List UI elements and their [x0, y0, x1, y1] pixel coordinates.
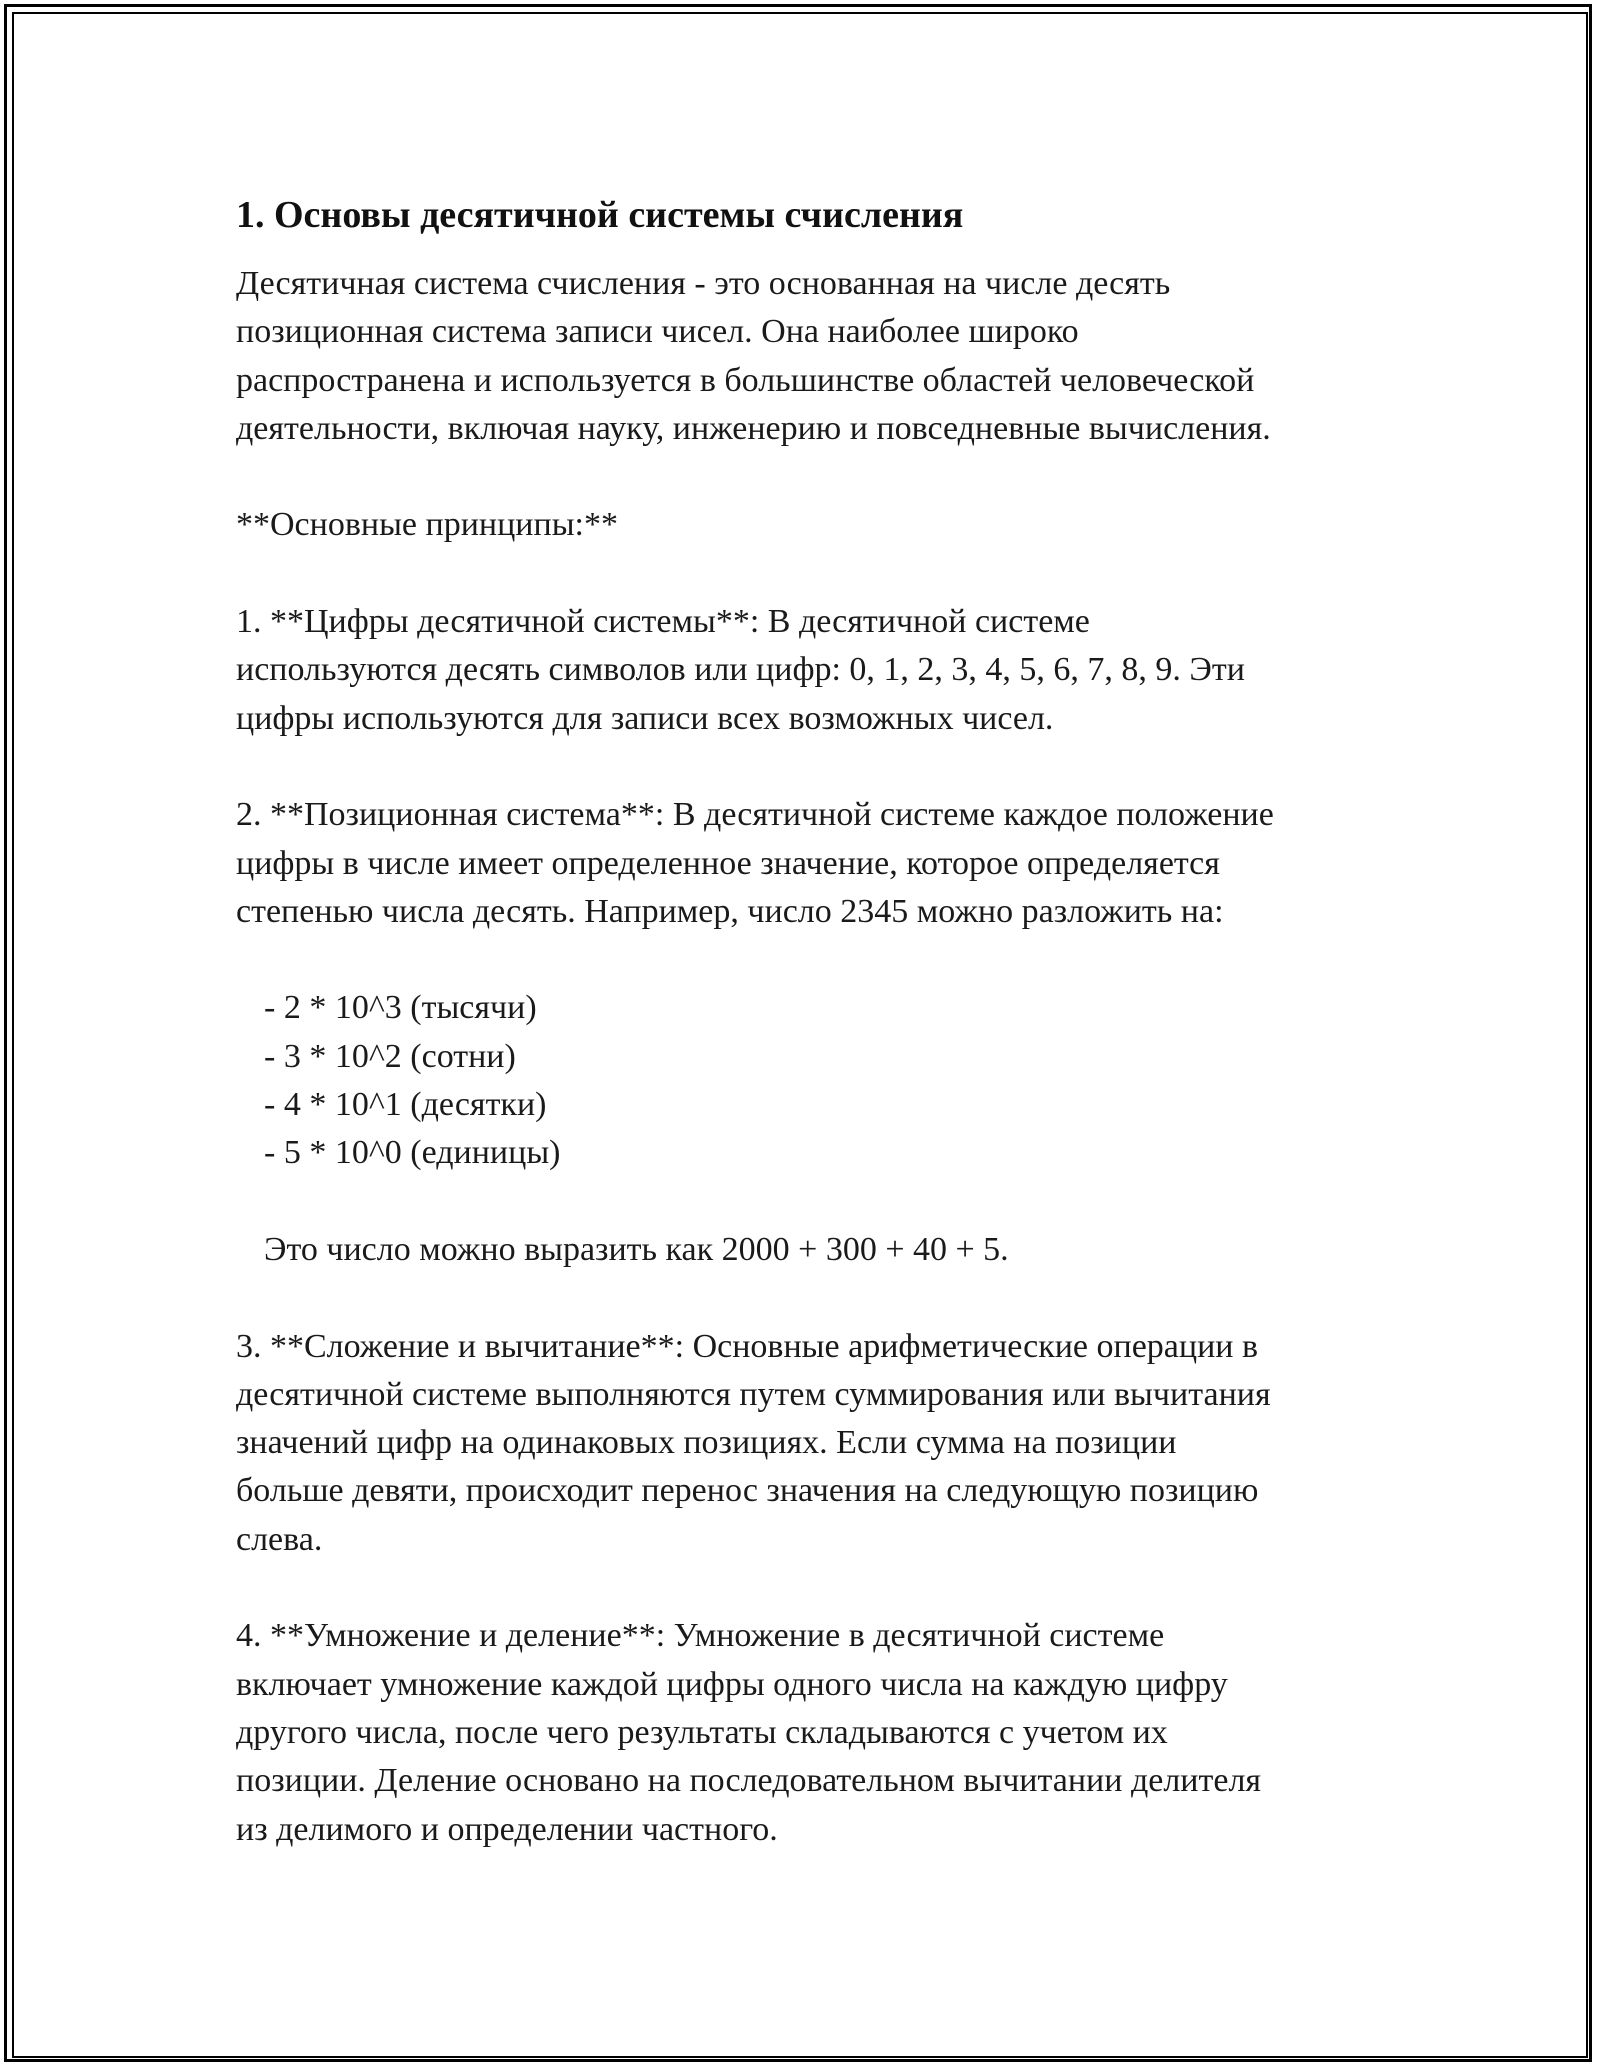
text-line: Это число можно выразить как 2000 + 300 + 40 + 5.	[264, 1230, 1009, 1268]
document-body	[236, 182, 1416, 1854]
intro-paragraph	[236, 260, 1416, 453]
expansion-item: - 3 * 10^2 (сотни)	[264, 1037, 516, 1075]
text-line: больше девяти, происходит перенос значения на следующую позицию	[236, 1472, 1259, 1510]
text-line: распространена и используется в большинстве областей человеческой	[236, 361, 1255, 399]
text-line: значений цифр на одинаковых позициях. Если сумма на позиции	[236, 1424, 1177, 1462]
section-heading: 1. Основы десятичной системы счисления	[236, 194, 964, 236]
text-line: 3. **Сложение и вычитание**: Основные арифметические операции в	[236, 1327, 1259, 1365]
text-line: позиционная система записи чисел. Она наиболее широко	[236, 313, 1079, 351]
text-line: 4. **Умножение и деление**: Умножение в десятичной системе	[236, 1617, 1165, 1655]
text-line: цифры используются для записи всех возможных чисел.	[236, 699, 1054, 737]
expansion-summary	[236, 1226, 1416, 1274]
text-line: используются десять символов или цифр: 0, 1, 2, 3, 4, 5, 6, 7, 8, 9. Эти	[236, 651, 1245, 689]
principles-title	[236, 501, 1416, 549]
principle-item-1	[236, 598, 1416, 743]
principle-item-4	[236, 1612, 1416, 1853]
expansion-list	[236, 984, 1416, 1177]
expansion-item: - 5 * 10^0 (единицы)	[264, 1134, 561, 1172]
text-line: деятельности, включая науку, инженерию и повседневные вычисления.	[236, 409, 1271, 447]
text-line: из делимого и определении частного.	[236, 1810, 778, 1848]
text-line: другого числа, после чего результаты складываются с учетом их	[236, 1713, 1168, 1751]
text-line: слева.	[236, 1520, 323, 1558]
principle-item-3	[236, 1323, 1416, 1564]
text-line: десятичной системе выполняются путем суммирования или вычитания	[236, 1375, 1271, 1413]
text-line: 1. **Цифры десятичной системы**: В десятичной системе	[236, 603, 1090, 641]
principle-item-2	[236, 791, 1416, 936]
text-line: 2. **Позиционная система**: В десятичной системе каждое положение	[236, 796, 1274, 834]
expansion-item: - 2 * 10^3 (тысячи)	[264, 989, 537, 1027]
text-line: включает умножение каждой цифры одного числа на каждую цифру	[236, 1665, 1228, 1703]
text-line: цифры в числе имеет определенное значение, которое определяется	[236, 844, 1220, 882]
text-line: степенью числа десять. Например, число 2345 можно разложить на:	[236, 892, 1224, 930]
text-line: **Основные принципы:**	[236, 506, 618, 544]
text-line: Десятичная система счисления - это основанная на числе десять	[236, 265, 1171, 302]
expansion-item: - 4 * 10^1 (десятки)	[264, 1086, 547, 1124]
text-line: позиции. Деление основано на последовательном вычитании делителя	[236, 1762, 1262, 1800]
